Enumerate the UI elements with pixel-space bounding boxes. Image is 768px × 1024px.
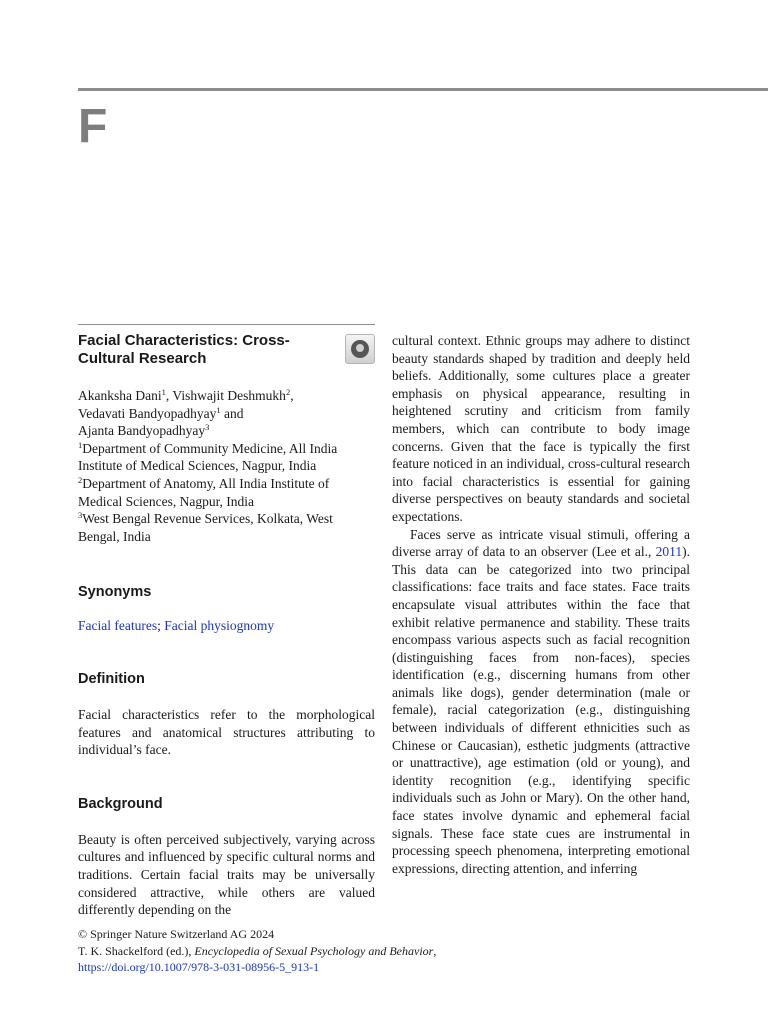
author-name: Akanksha Dani	[78, 388, 162, 403]
article-title: Facial Characteristics: Cross-Cultural Research	[78, 332, 290, 367]
book-title: Encyclopedia of Sexual Psychology and Behavior	[194, 943, 434, 958]
affiliation	[78, 475, 375, 510]
citation-punct: ,	[433, 943, 437, 958]
synonym-link-facial-physiognomy[interactable]: Facial physiognomy	[164, 618, 275, 634]
background-paragraph-start: Beauty is often perceived subjectively, varying across cultures and influenced by specific cultural norms and traditions. Certain facial traits may be universally considered attractive, while others are valued differently depending on the	[78, 831, 375, 918]
citation-editor: T. K. Shackelford (ed.),	[78, 943, 195, 958]
citation-link-2011[interactable]: 2011	[655, 544, 683, 560]
author-affiliation-mark: 1	[216, 404, 221, 415]
author-separator: ,	[165, 388, 173, 403]
background-paragraph-2	[392, 526, 690, 878]
crossmark-icon[interactable]	[345, 334, 375, 364]
left-column	[78, 324, 375, 919]
citation-line	[78, 943, 718, 960]
author-name: Vedavati Bandyopadhyay	[78, 405, 217, 421]
author-affiliation-mark: 1	[161, 387, 166, 397]
affiliation-number: 2	[78, 474, 83, 485]
synonyms-heading: Synonyms	[78, 584, 152, 601]
title-block	[78, 332, 375, 370]
definition-heading: Definition	[78, 670, 145, 687]
affiliation-number: 1	[78, 439, 83, 450]
author-name: Ajanta Bandyopadhyay	[78, 423, 206, 439]
synonyms-list	[78, 617, 375, 635]
background-heading: Background	[78, 795, 163, 812]
header-rule	[78, 88, 768, 91]
paragraph-text: Faces serve as intricate visual stimuli, offering a diverse array of data to an observer (Lee et al.,	[392, 526, 690, 560]
copyright-line: © Springer Nature Switzerland AG 2024	[78, 927, 275, 941]
author-name: Vishwajit Deshmukh	[172, 388, 286, 403]
author-separator: ,	[290, 388, 294, 403]
author-separator: and	[220, 405, 244, 421]
page-footer	[78, 926, 718, 976]
affiliation-text: Department of Anatomy, All India Institute of Medical Sciences, Nagpur, India	[78, 475, 330, 509]
doi-link[interactable]: https://doi.org/10.1007/978-3-031-08956-5_913-1	[78, 960, 320, 974]
affiliation-text: West Bengal Revenue Services, Kolkata, West Bengal, India	[78, 511, 333, 544]
author-affiliation-mark: 2	[285, 387, 291, 397]
title-rule	[78, 324, 375, 325]
section-letter: F	[78, 100, 108, 153]
author-list	[78, 387, 375, 440]
affiliation	[78, 510, 375, 545]
author-affiliation-mark: 3	[205, 422, 210, 433]
affiliation-text: Department of Community Medicine, All India Institute of Medical Sciences, Nagpur, India	[78, 440, 338, 474]
definition-text: Facial characteristics refer to the morphological features and anatomical structures attributing to individual’s face.	[78, 706, 375, 758]
synonym-link-facial-features[interactable]: Facial features	[78, 618, 158, 634]
background-paragraph-continued: cultural context. Ethnic groups may adhere to distinct beauty standards shaped by tradition and deeply held beliefs. Additionally, some cultures place a greater emphasis on physical appearance, resulting in heightened scrutiny and criticism from family members, which can contribute to body image concerns. Given that the face is typically the first feature noticed in an individual, cross-cultural research into facial characteristics is essential for gaining diverse perspectives on beauty standards and societal expectations.	[392, 333, 690, 524]
affiliation	[78, 440, 375, 475]
right-column	[392, 332, 690, 877]
affiliation-number: 3	[78, 510, 83, 521]
synonym-separator: ;	[157, 618, 165, 634]
paragraph-text: ). This data can be categorized into two principal classifications: face traits and face states. Face traits encapsulate visual attributes within the face that exhibit relative permanence and stability. These traits encompass various aspects such as facial recognition (distinguishing faces from non-faces), species identification (e.g., discerning humans from other animals like dogs), gender determination (male or female), racial categorization (e.g., distinguishing between individuals of different ethnicities such as Chinese or Caucasian), esthetic judgments (attractive or unattractive), age estimation (old or young), and identity recognition (e.g., identifying specific individuals such as John or Mary). On the other hand, face states involve dynamic and ephemeral facial signals. These face state cues are instrumental in processing speech phenomena, interpreting emotional expressions, directing attention, and inferring	[392, 544, 690, 876]
